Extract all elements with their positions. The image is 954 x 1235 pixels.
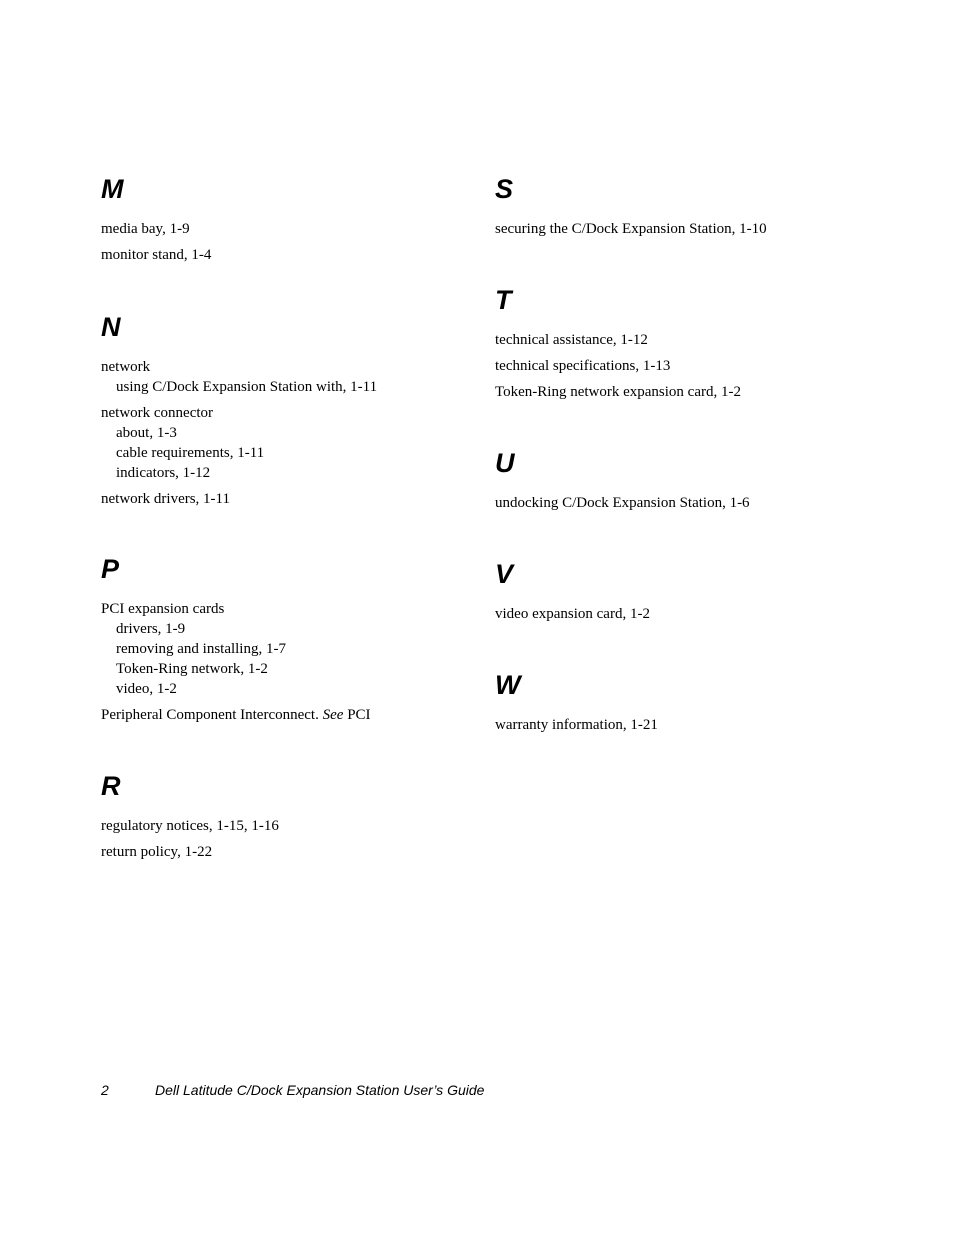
index-entry — [101, 816, 481, 836]
index-term: warranty information, 1-21 — [495, 717, 658, 733]
index-section-t — [495, 283, 875, 408]
index-section-n — [101, 310, 481, 515]
index-subterm: removing and installing, 1-7 — [116, 641, 286, 657]
index-section-w — [495, 668, 875, 741]
index-term: network — [101, 359, 151, 375]
section-letter: T — [495, 285, 512, 315]
index-term: media bay, 1-9 — [101, 221, 190, 237]
index-entry — [495, 219, 875, 239]
index-term: Token-Ring network expansion card, 1-2 — [495, 384, 741, 400]
section-letter: N — [101, 312, 121, 342]
section-letter: P — [101, 554, 120, 584]
index-section-m — [101, 172, 481, 271]
index-term: securing the C/Dock Expansion Station, 1-10 — [495, 221, 767, 237]
see-target: PCI — [343, 707, 371, 723]
index-entry — [495, 382, 875, 402]
index-section-r — [101, 769, 481, 868]
index-section-v — [495, 557, 875, 630]
index-term: PCI expansion cards — [101, 601, 225, 617]
index-entry — [495, 493, 875, 513]
index-term-text: Peripheral Component Interconnect. — [101, 707, 323, 723]
index-entry — [101, 705, 481, 725]
index-term: monitor stand, 1-4 — [101, 247, 212, 263]
index-term: undocking C/Dock Expansion Station, 1-6 — [495, 495, 750, 511]
index-subterm: about, 1-3 — [116, 425, 177, 441]
index-term: network connector — [101, 405, 214, 421]
index-entry — [495, 604, 875, 624]
page-footer — [101, 1081, 484, 1099]
index-term: technical assistance, 1-12 — [495, 332, 648, 348]
index-term: technical specifications, 1-13 — [495, 358, 671, 374]
index-term: return policy, 1-22 — [101, 844, 213, 860]
index-term: video expansion card, 1-2 — [495, 606, 650, 622]
index-section-p — [101, 552, 481, 731]
index-entry — [101, 245, 481, 265]
index-subterm: indicators, 1-12 — [116, 465, 211, 481]
document-title: Dell Latitude C/Dock Expansion Station User’s Guide — [155, 1082, 485, 1098]
index-entry — [101, 842, 481, 862]
index-subterm: using C/Dock Expansion Station with, 1-11 — [116, 379, 378, 395]
index-term: network drivers, 1-11 — [101, 491, 230, 507]
index-section-s — [495, 172, 875, 245]
index-entry — [101, 219, 481, 239]
section-letter: R — [101, 771, 121, 801]
index-entry — [101, 489, 481, 509]
page-number: 2 — [101, 1082, 109, 1098]
index-entry — [101, 403, 481, 483]
index-subterm: drivers, 1-9 — [116, 621, 186, 637]
index-term — [101, 705, 481, 725]
section-letter: V — [495, 559, 514, 589]
index-subterm: video, 1-2 — [116, 681, 177, 697]
index-entry — [101, 357, 481, 397]
index-entry — [495, 330, 875, 350]
section-letter: S — [495, 174, 514, 204]
index-entry — [495, 356, 875, 376]
see-reference: See — [322, 707, 344, 723]
index-section-u — [495, 446, 875, 519]
section-letter: U — [495, 448, 515, 478]
section-letter: W — [495, 670, 521, 700]
index-subterm: Token-Ring network, 1-2 — [116, 661, 268, 677]
index-entry — [495, 715, 875, 735]
index-term: regulatory notices, 1-15, 1-16 — [101, 818, 279, 834]
section-letter: M — [101, 174, 124, 204]
index-subterm: cable requirements, 1-11 — [116, 445, 265, 461]
index-entry — [101, 599, 481, 699]
